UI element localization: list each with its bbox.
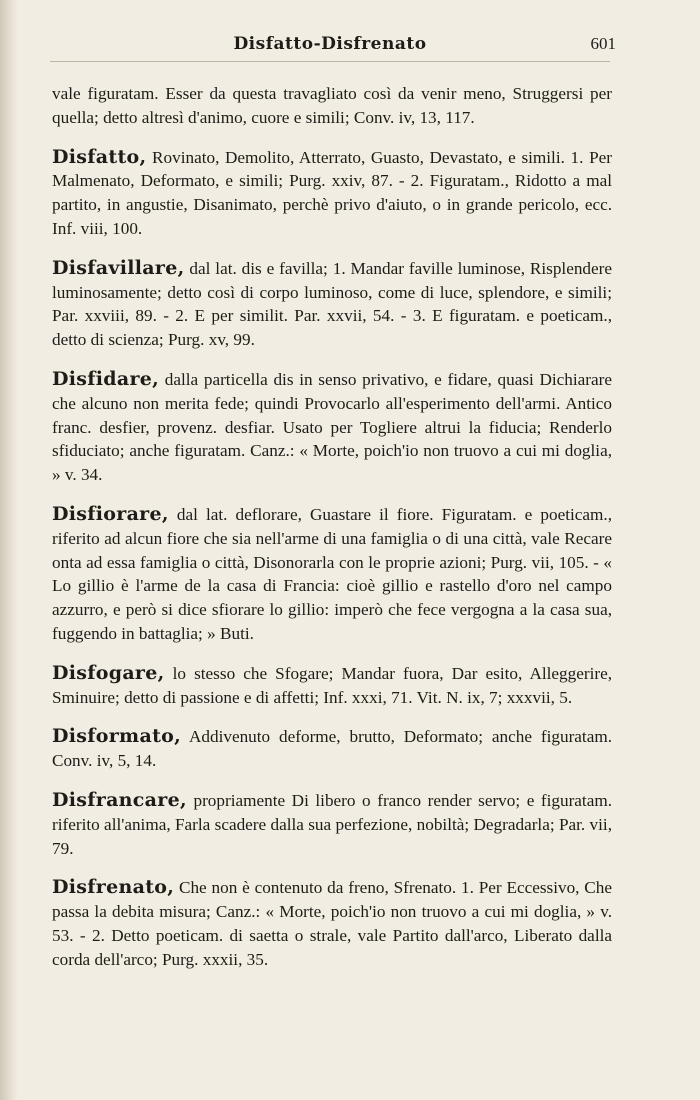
page-binding-edge [0, 0, 18, 1100]
entry-disfiorare [52, 503, 612, 646]
entry-headword: Disfrenato, [52, 876, 175, 899]
page-header [50, 34, 616, 62]
page-number: 601 [590, 34, 616, 53]
entry-text: lo stesso che Sfogare; Mandar fuora, Dar esito, Alleggerire, Sminuire; detto di passione e di affetti; Inf. xxxi, 71. Vit. N. ix, 7; xxxvii, 5. [52, 663, 612, 707]
header-rule [50, 61, 610, 62]
entry-disfidare [52, 368, 612, 487]
entry-text: Che non è contenuto da freno, Sfrenato. 1. Per Eccessivo, Che passa la debita misura; Canz.: « Morte, poich'io non truovo a cui mi doglia, » v. 53. - 2. Detto poeticam. di saetta o strale, vale Partito dall'arco, Liberato dalla corda dell'arco; Purg. xxxii, 35. [52, 878, 612, 969]
entry-disformato [52, 725, 612, 773]
entry-text: dal lat. deflorare, Guastare il fiore. Figuratam. e poeticam., riferito ad alcun fiore che sia nell'arme di una famiglia o di una città, vale Recare onta ad essa famiglia o città, Disonorarla con le proprie azioni; Purg. vii, 105. - « Lo gillio è l'arme de la casa di Francia: cioè gillio e rastello d'oro nel campo azzurro, e però si dice sfiorare lo gillio: imperò che fece vergogna a la casa sua, fuggendo in battaglia; » Buti. [52, 504, 612, 643]
entry-headword: Disfidare, [52, 367, 160, 390]
entry-disfogare [52, 662, 612, 710]
entry-disfatto [52, 146, 612, 241]
entry-headword: Disfiorare, [52, 502, 169, 525]
entry-text: propriamente Di libero o franco render servo; e figuratam. riferito all'anima, Farla scadere dalla sua perfezione, nobiltà; Degradarla; Par. vii, 79. [52, 790, 612, 858]
entry-headword: Disfrancare, [52, 788, 187, 811]
entry-text: dal lat. dis e favilla; 1. Mandar faville luminose, Risplendere luminosamente; detto così di corpo luminoso, come di luce, splendore, e simili; Par. xxviii, 89. - 2. E per similit. Par. xxvii, 54. - 3. E figuratam. e poeticam., detto di scienza; Purg. xv, 99. [52, 258, 612, 350]
entry-headword: Disfatto, [52, 145, 147, 168]
entry-headword: Disfavillare, [52, 256, 185, 279]
entry-text: Rovinato, Demolito, Atterrato, Guasto, Devastato, e simili. 1. Per Malmenato, Deformato, e simili; Purg. xxiv, 87. - 2. Figuratam., Ridotto a mal partito, in angustie, Disanimato, perchè privo d'aiuto, o in grande pericolo, ecc. Inf. viii, 100. [52, 147, 612, 238]
entry-text: vale figuratam. Esser da questa travagliato così da venir meno, Struggersi per quella; detto altresì d'animo, cuore e simili; Conv. iv, 13, 117. [52, 84, 612, 127]
entry-disfrenato [52, 876, 612, 971]
entry-headword: Disformato, [52, 725, 182, 748]
entry-disfavillare [52, 257, 612, 352]
running-head: Disfatto-Disfrenato [233, 34, 427, 54]
entry-headword: Disfogare, [52, 661, 165, 684]
entry-disfrancare [52, 789, 612, 860]
entry-text: dalla particella dis in senso privativo, e fidare, quasi Dichiarare che alcuno non merita fede; quindi Provocarlo all'esperimento dell'armi. Antico franc. desfier, provenz. desfiar. Usato per Togliere altrui la fiducia; Renderlo sfiduciato; anche figuratam. Canz.: « Morte, poich'io non truovo a cui mi doglia, » v. 34. [52, 369, 612, 485]
entry-text: Addivenuto deforme, brutto, Deformato; anche figuratam. Conv. iv, 5, 14. [52, 727, 612, 771]
entry-continuation [52, 82, 612, 130]
dictionary-body [52, 82, 612, 988]
